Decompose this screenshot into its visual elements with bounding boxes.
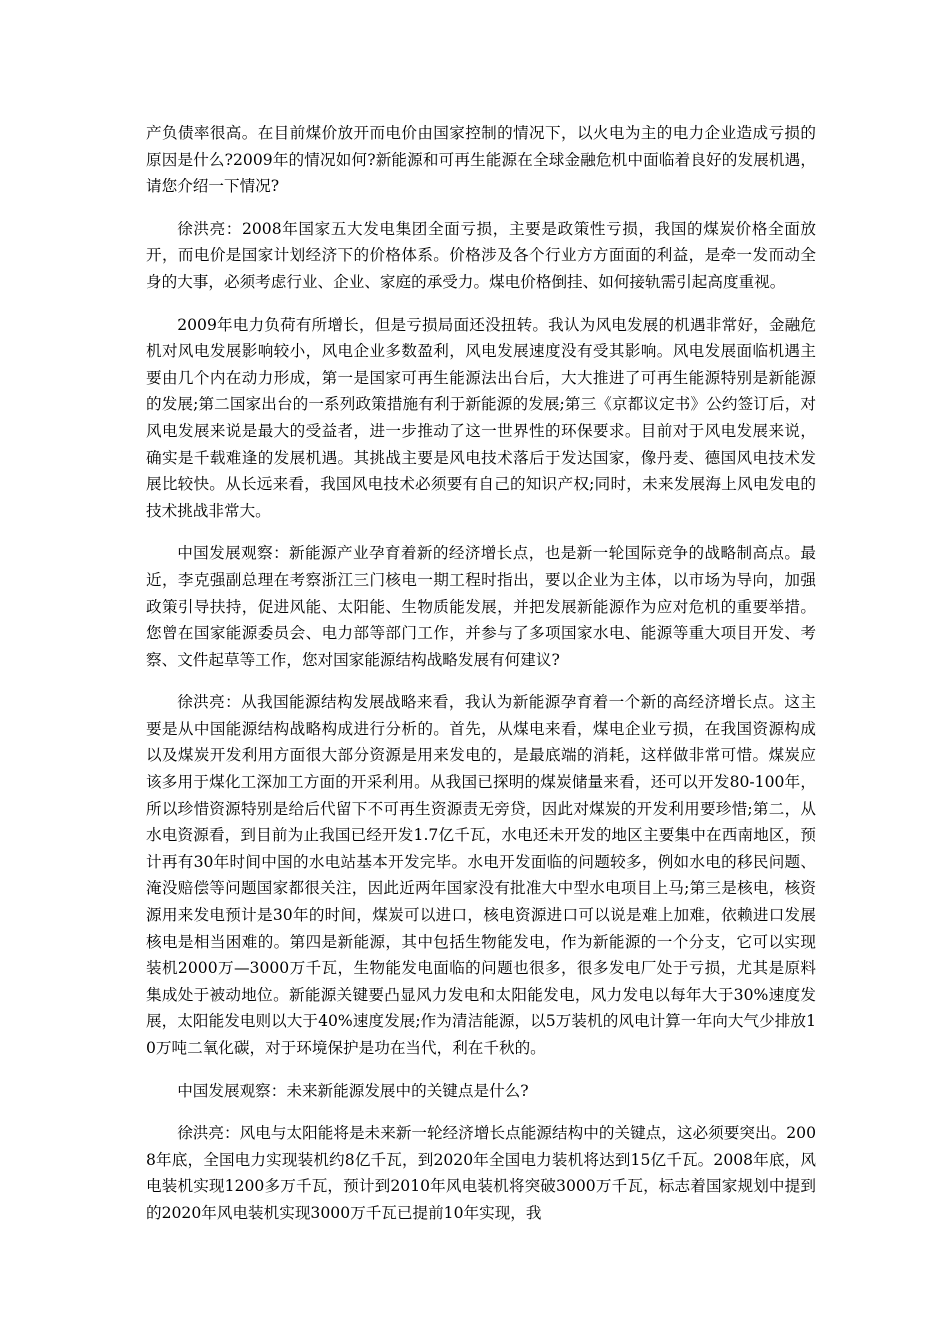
paragraph-answer-1: 徐洪亮：2008年国家五大发电集团全面亏损，主要是政策性亏损，我国的煤炭价格全面放开，而电价是国家计划经济下的价格体系。价格涉及各个行业方方面面的利益，是牵一发而动全身的大事，必须考虑行业、企业、家庭的承受力。煤电价格倒挂、如何接轨需引起高度重视。 — [146, 219, 816, 291]
paragraph-question-2: 中国发展观察：新能源产业孕育着新的经济增长点，也是新一轮国际竞争的战略制高点。最近，李克强副总理在考察浙江三门核电一期工程时指出，要以企业为主体，以市场为导向，加强政策引导扶持，促进风能、太阳能、生物质能发展，并把发展新能源作为应对危机的重要举措。您曾在国家能源委员会、电力部等部门工作，并参与了多项国家水电、能源等重大项目开发、考察、文件起草等工作，您对国家能源结构战略发展有何建议? — [146, 544, 816, 669]
paragraph-question-3: 中国发展观察：未来新能源发展中的关键点是什么? — [177, 1081, 529, 1100]
paragraph-answer-1-continued: 2009年电力负荷有所增长，但是亏损局面还没扭转。我认为风电发展的机遇非常好，金融危机对风电发展影响较小，风电企业多数盈利，风电发展速度没有受其影响。风电发展面临机遇主要由几个内在动力形成，第一是国家可再生能源法出台后，大大推进了可再生能源特别是新能源的发展;第二国家出台的一系列政策措施有利于新能源的发展;第三《京都议定书》公约签订后，对风电发展来说是最大的受益者，进一步推动了这一世界性的环保要求。目前对于风电发展来说，确实是千载难逢的发展机遇。其挑战主要是风电技术落后于发达国家，像丹麦、德国风电技术发展比较快。从长远来看，我国风电技术必须要有自己的知识产权;同时，未来发展海上风电发电的技术挑战非常大。 — [146, 315, 816, 520]
paragraph-answer-3: 徐洪亮：风电与太阳能将是未来新一轮经济增长点能源结构中的关键点，这必须要突出。2008年底，全国电力实现装机约8亿千瓦，到2020年全国电力装机将达到15亿千瓦。2008年底，风电装机实现1200多万千瓦，预计到2010年风电装机将突破3000万千瓦，标志着国家规划中提到的2020年风电装机实现3000万千瓦已提前10年实现，我 — [146, 1124, 816, 1222]
document-body — [146, 120, 816, 1243]
paragraph-continuation: 产负债率很高。在目前煤价放开而电价由国家控制的情况下，以火电为主的电力企业造成亏损的原因是什么?2009年的情况如何?新能源和可再生能源在全球金融危机中面临着良好的发展机遇，请您介绍一下情况? — [146, 124, 816, 196]
paragraph-answer-2: 徐洪亮：从我国能源结构发展战略来看，我认为新能源孕育着一个新的高经济增长点。这主要是从中国能源结构战略构成进行分析的。首先，从煤电来看，煤电企业亏损，在我国资源构成以及煤炭开发利用方面很大部分资源是用来发电的，是最底端的消耗，这样做非常可惜。煤炭应该多用于煤化工深加工方面的开采利用。从我国已探明的煤炭储量来看，还可以开发80-100年，所以珍惜资源特别是给后代留下不可再生资源责无旁贷，因此对煤炭的开发利用要珍惜;第二，从水电资源看，到目前为止我国已经开发1.7亿千瓦，水电还未开发的地区主要集中在西南地区，预计再有30年时间中国的水电站基本开发完毕。水电开发面临的问题较多，例如水电的移民问题、淹没赔偿等问题国家都很关注，因此近两年国家没有批准大中型水电项目上马;第三是核电，核资源用来发电预计是30年的时间，煤炭可以进口，核电资源进口可以说是难上加难，依赖进口发展核电是相当困难的。第四是新能源，其中包括生物能发电，作为新能源的一个分支，它可以实现装机2000万—3000万千瓦，生物能发电面临的问题也很多，很多发电厂处于亏损，尤其是原料集成处于被动地位。新能源关键要凸显风力发电和太阳能发电，风力发电以每年大于30%速度发展，太阳能发电则以大于40%速度发展;作为清洁能源，以5万装机的风电计算一年向大气少排放10万吨二氧化碳，对于环境保护是功在当代，利在千秋的。 — [146, 693, 816, 1057]
